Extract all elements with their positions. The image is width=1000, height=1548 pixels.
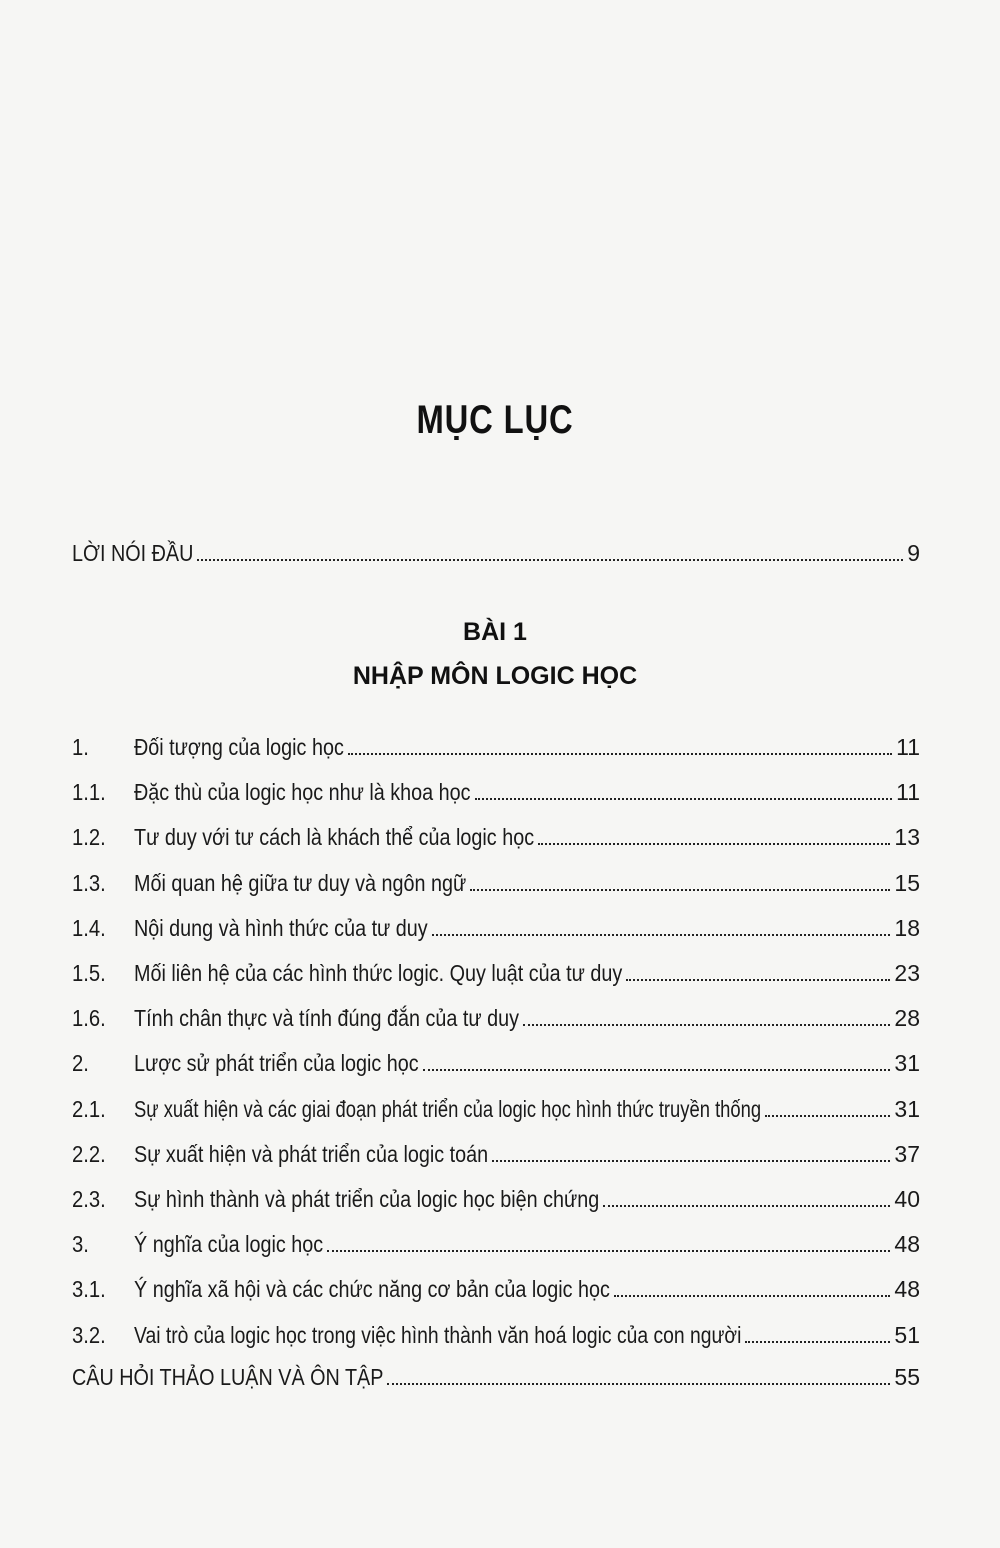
toc-page-number: 18 [894, 915, 920, 941]
toc-entry-number: 1. [72, 734, 89, 760]
toc-entry-title: Lược sử phát triển của logic học [134, 1050, 419, 1076]
toc-entry-preface[interactable] [72, 534, 920, 568]
toc-page-number: 15 [894, 870, 920, 896]
toc-page-number: 37 [894, 1141, 920, 1167]
lesson-label: BÀI 1 [463, 618, 527, 646]
toc-entry-number: 3.2. [72, 1322, 106, 1348]
toc-entry[interactable] [72, 1225, 920, 1259]
toc-entry-number: 3.1. [72, 1276, 106, 1302]
toc-entry[interactable] [72, 728, 920, 762]
toc-entry-title: Sự hình thành và phát triển của logic học biện chứng [134, 1186, 600, 1212]
toc-entry[interactable] [72, 1090, 920, 1124]
toc-entry-title: Sự xuất hiện và các giai đoạn phát triển của logic học hình thức truyền thống [134, 1096, 762, 1122]
toc-entry-title: Mối liên hệ của các hình thức logic. Quy luật của tư duy [134, 960, 623, 986]
toc-page-number: 28 [894, 1005, 920, 1031]
leader-dots [387, 1383, 890, 1385]
toc-entry[interactable] [72, 1316, 920, 1350]
toc-entry[interactable] [72, 773, 920, 807]
toc-entry-title: Tính chân thực và tính đúng đắn của tư duy [134, 1005, 519, 1031]
toc-page-number: 48 [894, 1231, 920, 1257]
toc-entry-title: Đối tượng của logic học [134, 734, 344, 760]
toc-entry[interactable] [72, 999, 920, 1033]
toc-entry[interactable] [72, 1044, 920, 1078]
toc-page-number: 11 [896, 779, 920, 805]
leader-dots [423, 1069, 891, 1071]
toc-entry[interactable] [72, 864, 920, 898]
leader-dots [470, 889, 890, 891]
toc-entry-title: Vai trò của logic học trong việc hình thành văn hoá logic của con người [134, 1322, 742, 1348]
leader-dots [348, 753, 892, 755]
toc-page-number: 9 [907, 540, 920, 566]
toc-entry-number: 1.5. [72, 960, 106, 986]
toc-page-number: 40 [894, 1186, 920, 1212]
toc-page-number: 51 [894, 1322, 920, 1348]
toc-page-number: 11 [896, 734, 920, 760]
toc-entry-title: Ý nghĩa của logic học [134, 1231, 324, 1257]
toc-entry-number: 2.2. [72, 1141, 106, 1167]
leader-dots [492, 1160, 890, 1162]
toc-entry-number: 1.2. [72, 824, 106, 850]
toc-page-number: 48 [894, 1276, 920, 1302]
toc-entry[interactable] [72, 1180, 920, 1214]
lesson-name: NHẬP MÔN LOGIC HỌC [352, 662, 638, 690]
toc-entry-title: Mối quan hệ giữa tư duy và ngôn ngữ [134, 870, 467, 896]
leader-dots [432, 934, 891, 936]
toc-entry-review[interactable] [72, 1358, 920, 1392]
leader-dots [197, 559, 903, 561]
toc-entry-number: 2.3. [72, 1186, 106, 1212]
toc-entry-title: Đặc thù của logic học như là khoa học [134, 779, 471, 805]
toc-entry[interactable] [72, 954, 920, 988]
toc-entry-title: Sự xuất hiện và phát triển của logic toán [134, 1141, 489, 1167]
leader-dots [523, 1024, 890, 1026]
toc-entry-number: 1.6. [72, 1005, 106, 1031]
leader-dots [327, 1250, 890, 1252]
toc-page-number: 55 [894, 1364, 920, 1390]
toc-page-number: 13 [894, 824, 920, 850]
toc-entry-title: Tư duy với tư cách là khách thể của logic học [134, 824, 535, 850]
leader-dots [614, 1295, 890, 1297]
toc-entry[interactable] [72, 1135, 920, 1169]
page-title: MỤC LỤC [416, 398, 574, 442]
toc-entry[interactable] [72, 1270, 920, 1304]
toc-entry-number: 1.3. [72, 870, 106, 896]
toc-page-number: 31 [894, 1096, 920, 1122]
leader-dots [745, 1341, 890, 1343]
toc-entry[interactable] [72, 909, 920, 943]
toc-entry-number: 2.1. [72, 1096, 106, 1122]
leader-dots [538, 843, 890, 845]
toc-entry-label: LỜI NÓI ĐẦU [72, 540, 194, 566]
leader-dots [475, 798, 893, 800]
toc-page-number: 23 [894, 960, 920, 986]
toc-entry-number: 1.4. [72, 915, 106, 941]
toc-entry-number: 2. [72, 1050, 89, 1076]
toc-entry[interactable] [72, 818, 920, 852]
toc-entry-label: CÂU HỎI THẢO LUẬN VÀ ÔN TẬP [72, 1364, 384, 1390]
toc-page-number: 31 [894, 1050, 920, 1076]
toc-entry-number: 1.1. [72, 779, 106, 805]
leader-dots [765, 1115, 890, 1117]
leader-dots [603, 1205, 890, 1207]
toc-entry-number: 3. [72, 1231, 89, 1257]
toc-entry-title: Nội dung và hình thức của tư duy [134, 915, 428, 941]
leader-dots [626, 979, 890, 981]
toc-entry-title: Ý nghĩa xã hội và các chức năng cơ bản của logic học [134, 1276, 610, 1302]
